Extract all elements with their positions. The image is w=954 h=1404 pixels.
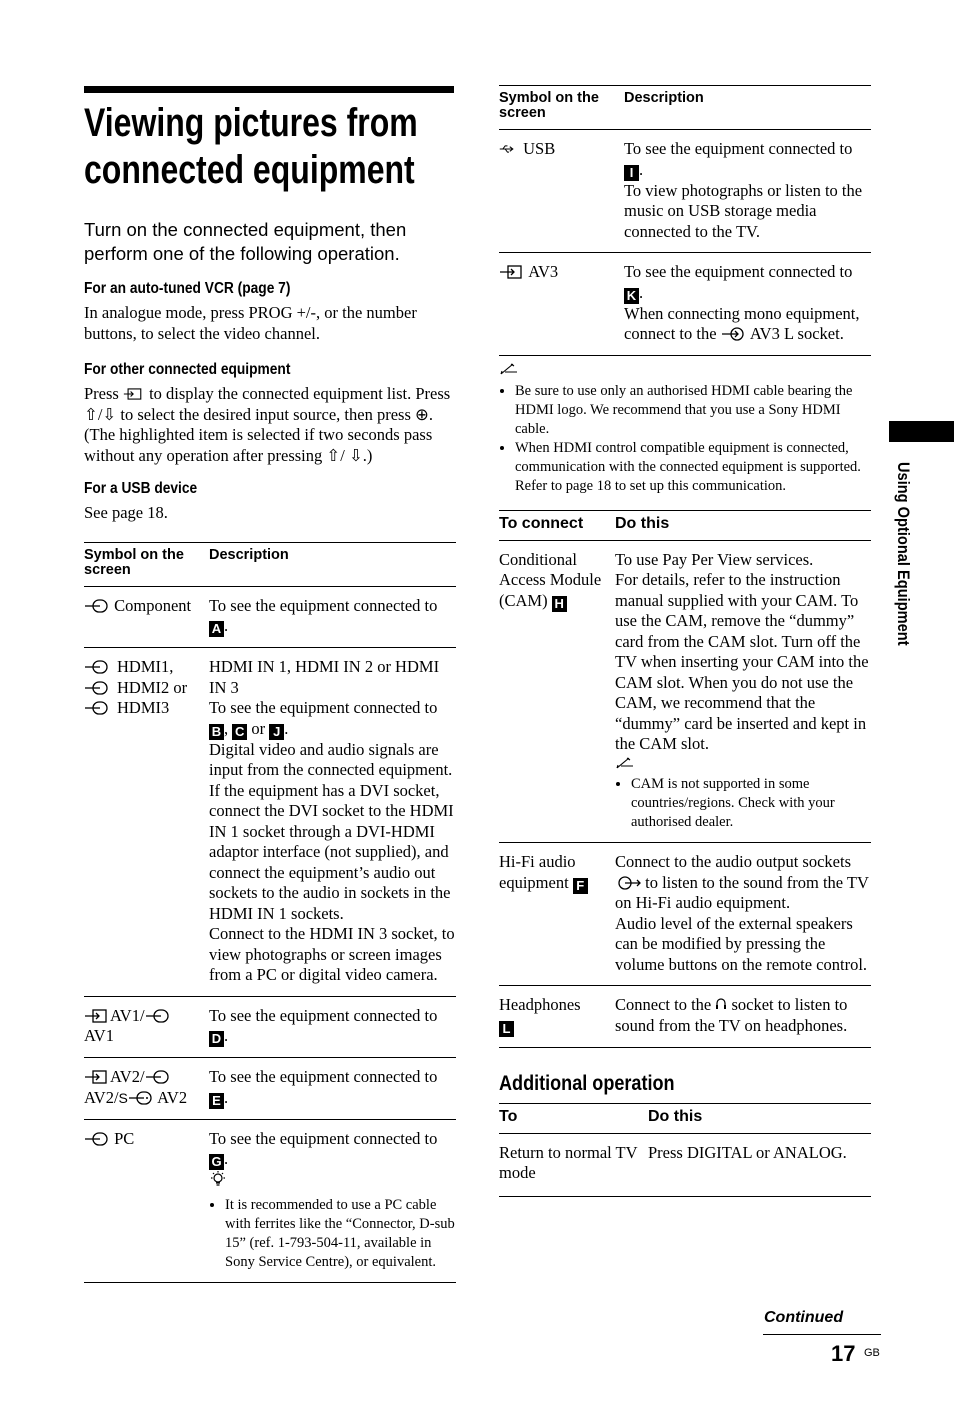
audio-out-icon: [615, 876, 641, 890]
right-column: [499, 85, 871, 1197]
av-scart-icon: [145, 1070, 171, 1084]
note-item: • CAM is not supported in some countries/regions. Check with your authorised dealer.: [631, 775, 871, 832]
other-heading: For other connected equipment: [84, 361, 291, 378]
usb-text: See page 18.: [84, 503, 168, 522]
page-title: [84, 100, 418, 194]
hdmi-icon: [84, 660, 110, 674]
down-arrow-icon: ⇩: [102, 404, 117, 424]
note-item: • When HDMI control compatible equipment is connected, communication with the connected equipment is supported. Refer to page 18 to set up this communication.: [515, 439, 871, 496]
av-scart-icon: [145, 1009, 171, 1023]
usb-heading: For a USB device: [84, 480, 198, 497]
lightbulb-icon: [209, 1170, 227, 1188]
intro-text: Turn on the connected equipment, then perform one of the following operation.: [84, 219, 407, 264]
col-do-this-header: Do this: [615, 514, 670, 532]
vcr-heading: For an auto-tuned VCR (page 7): [84, 280, 291, 297]
col-description-header: Description: [209, 546, 289, 563]
letter-h-badge: H: [552, 596, 567, 612]
av-input-icon: [84, 1070, 110, 1084]
col-to-header: To: [499, 1107, 518, 1125]
hdmi-icon: [84, 701, 110, 715]
col-symbol-header: Symbol on the screen: [499, 90, 599, 121]
table-row: AV1/ AV1 To see the equipment connected to D .: [84, 996, 456, 1058]
left-column: [84, 86, 456, 1283]
headphones-icon: [715, 996, 727, 1010]
table-row: USB To see the equipment connected to I . To view photographs or listen to the music on USB storage media connected to the TV.: [499, 130, 871, 253]
table-row: HDMI1, HDMI2 or HDMI3 HDMI IN 1, HDMI IN 2 or HDMI IN 3 To see the equipment connected to B , C or J . Digital video and audio signals are input from the connected equipment. If the equipment has a DVI socket, connect the DVI socket to the HDMI IN 1 socket through a DVI-HDMI adaptor interface (not supplied), and connect the equipment’s audio out sockets to the audio in sockets in the HDMI IN 1 sockets. Connect to the HDMI IN 3 socket, to view photographs or screen images from a PC or digital video camera.: [84, 648, 456, 997]
pc-icon: [84, 1132, 110, 1146]
col-symbol-header: Symbol on the screen: [84, 546, 184, 578]
table-row: Headphones L Connect to the socket to listen to sound from the TV on headphones.: [499, 986, 871, 1048]
enter-icon: ⊕: [415, 404, 429, 424]
col-to-connect-header: To connect: [499, 514, 584, 532]
table-row: AV2/ AV2/S AV2 To see the equipment connected to E .: [84, 1058, 456, 1120]
letter-i-badge: I: [624, 165, 639, 181]
footer-rule: [763, 1334, 881, 1335]
av-input-icon: [499, 265, 525, 279]
letter-g-badge: G: [209, 1154, 224, 1170]
table-row: Hi-Fi audio equipment F Connect to the audio output sockets to listen to the sound from the TV on Hi-Fi audio equipment. Audio level of the external speakers can be modified by pressing the volume buttons on the remote control.: [499, 843, 871, 986]
note-item: • Be sure to use only an authorised HDMI cable bearing the HDMI logo. We recommend that you use a Sony HDMI cable.: [515, 382, 871, 439]
input-icon: [123, 387, 145, 401]
letter-k-badge: K: [624, 288, 639, 304]
symbol-table-right: [499, 85, 871, 356]
continued-label: Continued: [764, 1309, 844, 1326]
letter-l-badge: L: [499, 1021, 514, 1037]
title-line-2: connected equipment: [84, 148, 415, 192]
usb-icon: [499, 142, 519, 156]
other-text: Press to display the connected equipment list. Press ⇧/⇩ to select the desired input source, then press ⊕. (The highlighted item is selected if two seconds pass without any operation after pressing ⇧/ ⇩.): [84, 384, 451, 465]
title-rule: [84, 86, 454, 93]
letter-c-badge: C: [232, 724, 247, 740]
connect-table: [499, 510, 871, 1048]
col-do-this-header: Do this: [648, 1107, 703, 1125]
component-icon: [84, 599, 110, 613]
up-arrow-icon: ⇧: [84, 404, 98, 424]
table-row: PC To see the equipment connected to G . • It is recommended to use a PC cable with ferrites like the “Connector, D-sub 15” (ref. 1-793-504-11, available in Sony Service Centre), or equivalent.: [84, 1119, 456, 1282]
pencil-note-icon: [615, 756, 635, 770]
table-row: Component To see the equipment connected to A .: [84, 586, 456, 648]
up-arrow-icon: ⇧: [326, 445, 341, 465]
section-side-label: Using Optional Equipment: [894, 462, 913, 646]
additional-operation-heading: Additional operation: [499, 1071, 675, 1095]
down-arrow-icon: ⇩: [348, 445, 363, 465]
letter-d-badge: D: [209, 1031, 224, 1047]
table-row: AV3 To see the equipment connected to K . When connecting mono equipment, connect to the AV3 L socket.: [499, 253, 871, 356]
hdmi-icon: [84, 681, 110, 695]
letter-e-badge: E: [209, 1093, 224, 1109]
letter-f-badge: F: [573, 878, 588, 894]
notes-block: [499, 362, 871, 496]
symbol-table-left: [84, 542, 456, 1283]
letter-j-badge: J: [269, 724, 284, 740]
letter-a-badge: A: [209, 621, 224, 637]
additional-table: [499, 1103, 871, 1197]
s-video-icon: [128, 1091, 154, 1105]
pencil-note-icon: [499, 362, 519, 376]
av-input-icon: [84, 1009, 110, 1023]
table-row: Conditional Access Module (CAM) H To use Pay Per View services. For details, refer to the instruction manual supplied with your CAM. To use the CAM, remove the “dummy” card from the CAM slot. Turn off the TV when inserting your CAM into the CAM slot. When you do not use the CAM, we recommend that the “dummy” card be inserted and kept in the CAM slot. • CAM is not supported in some countries/regions. Check with your authorised dealer.: [499, 540, 871, 843]
vcr-text: In analogue mode, press PROG +/-, or the number buttons, to select the video channel.: [84, 303, 417, 343]
title-line-1: Viewing pictures from: [84, 101, 418, 145]
page-number: 17: [831, 1341, 856, 1366]
letter-b-badge: B: [209, 724, 224, 740]
tip-item: • It is recommended to use a PC cable with ferrites like the “Connector, D-sub 15” (ref. 1-793-504-11, available in Sony Service Centre), or equivalent.: [225, 1196, 456, 1272]
page-suffix: GB: [864, 1347, 880, 1359]
section-tab-marker: [889, 421, 954, 442]
av-input-icon: [721, 327, 747, 341]
col-description-header: Description: [624, 90, 704, 106]
table-row: Return to normal TV mode Press DIGITAL or ANALOG.: [499, 1133, 871, 1196]
